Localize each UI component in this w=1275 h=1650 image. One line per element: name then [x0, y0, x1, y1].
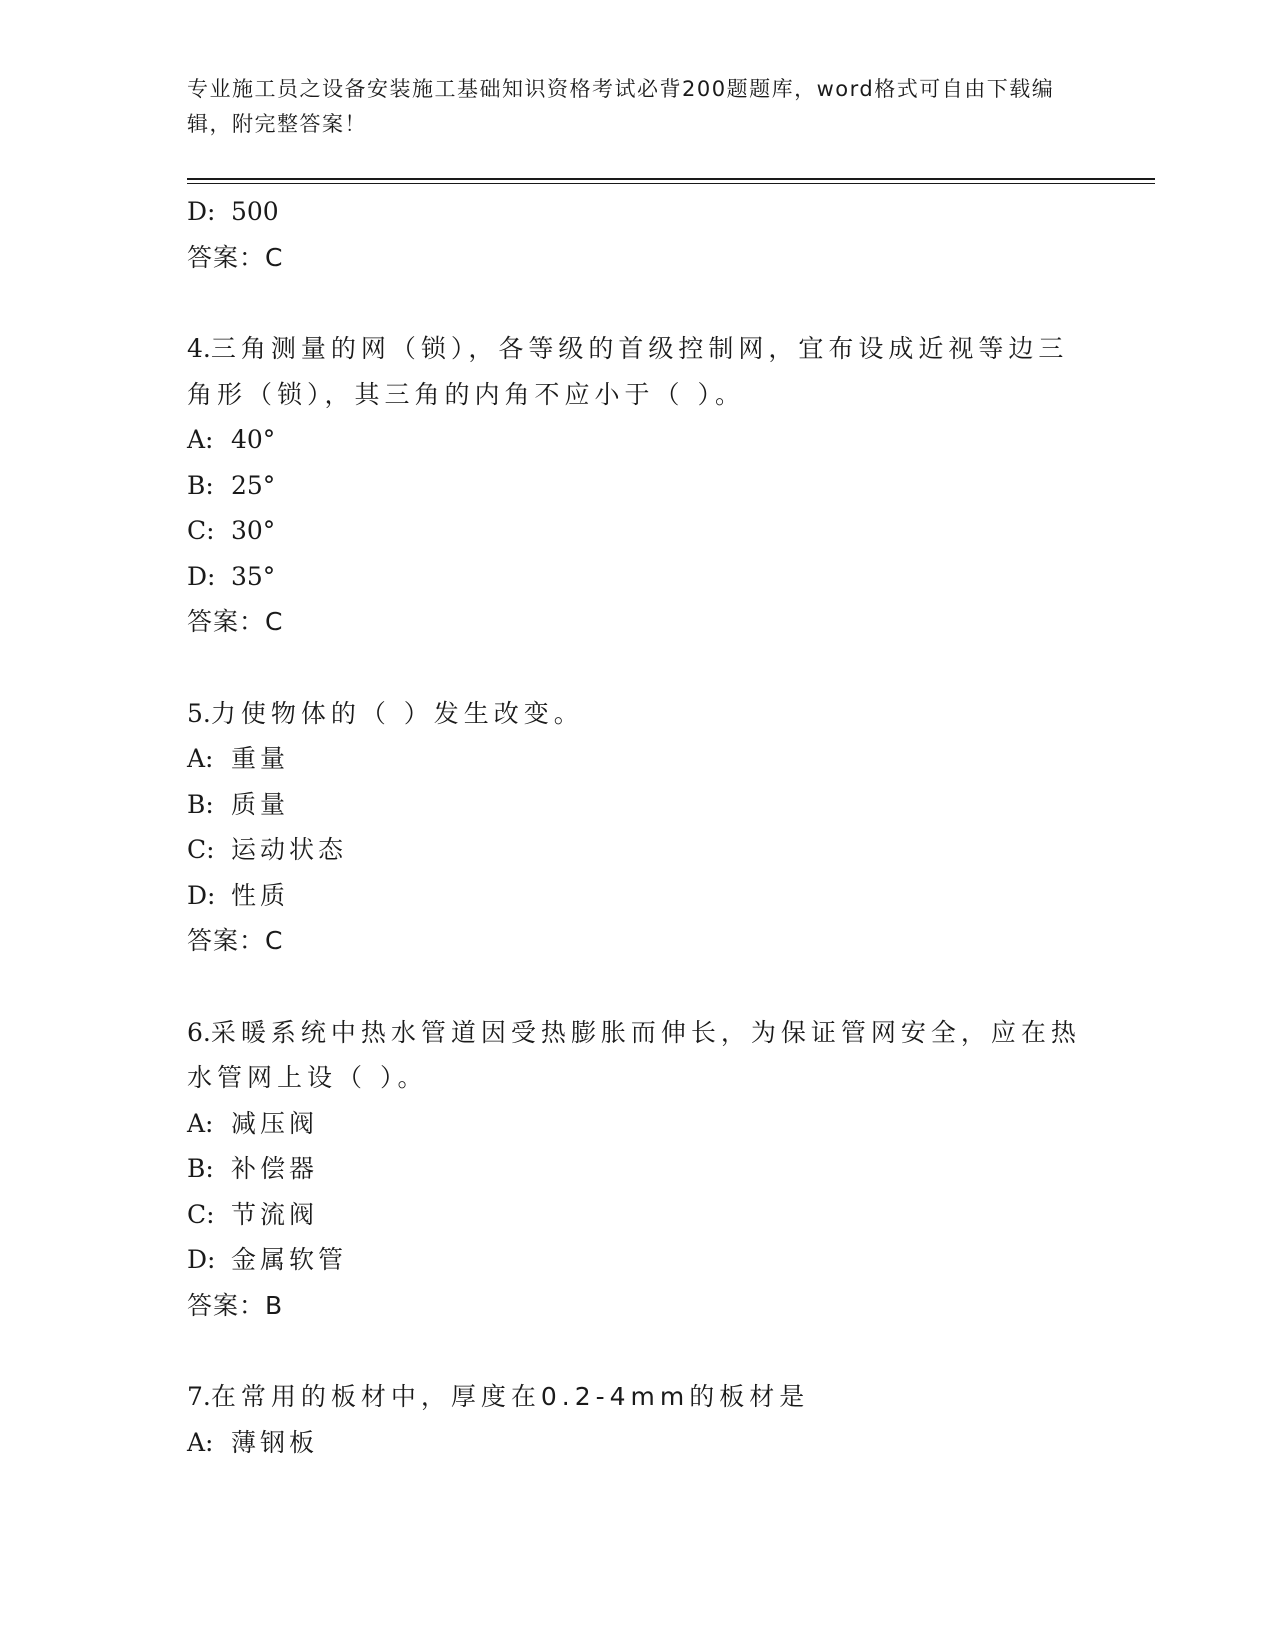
question-stem-line: 角形（锁），其三角的内角不应小于（ ）。	[187, 379, 745, 409]
option-letter: A:	[187, 1108, 214, 1138]
option-text: 减压阀	[231, 1108, 319, 1138]
answer-line: 答案：C	[187, 242, 284, 272]
option-letter: C:	[187, 516, 215, 545]
option-text: 金属软管	[231, 1245, 348, 1274]
option-letter: A:	[187, 1427, 214, 1457]
answer-line: 答案：C	[187, 607, 284, 636]
option-text: 节流阀	[231, 1199, 319, 1229]
option-row	[187, 417, 1087, 463]
question-stem-line: 水管网上设（ ）。	[187, 1063, 428, 1092]
option-text: 35°	[231, 561, 276, 591]
option-letter: D:	[187, 880, 216, 910]
header-divider-thick	[187, 178, 1155, 180]
question-block	[187, 326, 1087, 645]
option-letter: B:	[187, 470, 214, 500]
option-row	[187, 1192, 1087, 1238]
option-row	[187, 873, 1087, 919]
option-text: 重量	[231, 744, 290, 773]
option-letter: D:	[187, 561, 216, 591]
question-block	[187, 691, 1087, 964]
question-number: 7.	[187, 1382, 211, 1411]
option-row	[187, 827, 1087, 873]
option-row	[187, 508, 1087, 554]
question-number: 6.	[187, 1017, 211, 1047]
option-letter: D:	[187, 1245, 216, 1274]
question-content	[187, 189, 1087, 1465]
question-stem	[187, 1374, 1087, 1420]
question-stem-line: 三角测量的网（锁），各等级的首级控制网，宜布设成近视等边三	[210, 334, 1069, 363]
option-row	[187, 1420, 1087, 1466]
option-row	[187, 1146, 1087, 1192]
option-row	[187, 554, 1087, 600]
option-text: 25°	[231, 470, 276, 500]
option-text: 30°	[231, 516, 276, 545]
question-block	[187, 1010, 1087, 1329]
document-header: 专业施工员之设备安装施工基础知识资格考试必背200题题库，word格式可自由下载编辑，附完整答案！	[187, 77, 1055, 136]
option-letter: D:	[187, 197, 216, 226]
option-row	[187, 1101, 1087, 1147]
question-number: 4.	[187, 334, 211, 363]
question-block	[187, 1374, 1087, 1465]
answer-line: 答案：B	[187, 1290, 284, 1320]
option-row	[187, 1237, 1087, 1283]
option-text: 500	[231, 197, 279, 226]
option-text: 运动状态	[231, 835, 348, 864]
option-text: 补偿器	[231, 1154, 319, 1183]
option-text: 薄钢板	[231, 1427, 319, 1457]
question-stem	[187, 1010, 1087, 1056]
option-text: 性质	[231, 880, 290, 910]
option-row	[187, 736, 1087, 782]
question-number: 5.	[187, 698, 211, 728]
option-text: 质量	[231, 789, 290, 819]
question-stem-line: 力使物体的（ ）发生改变。	[210, 698, 584, 728]
option-row	[187, 782, 1087, 828]
answer-line: 答案：C	[187, 926, 284, 955]
option-letter: A:	[187, 425, 214, 454]
question-stem	[187, 326, 1087, 372]
option-letter: B:	[187, 789, 214, 819]
option-letter: B:	[187, 1154, 214, 1183]
question-stem	[187, 691, 1087, 737]
header-divider-thin	[187, 183, 1155, 184]
option-row	[187, 189, 1087, 235]
option-letter: C:	[187, 835, 215, 864]
option-letter: C:	[187, 1199, 215, 1229]
option-text: 40°	[231, 425, 276, 454]
question-stem-line: 采暖系统中热水管道因受热膨胀而伸长，为保证管网安全，应在热	[210, 1017, 1081, 1047]
option-row	[187, 463, 1087, 509]
option-letter: A:	[187, 744, 214, 773]
question-stem-line: 在常用的板材中，厚度在0.2-4mm的板材是	[210, 1382, 810, 1411]
